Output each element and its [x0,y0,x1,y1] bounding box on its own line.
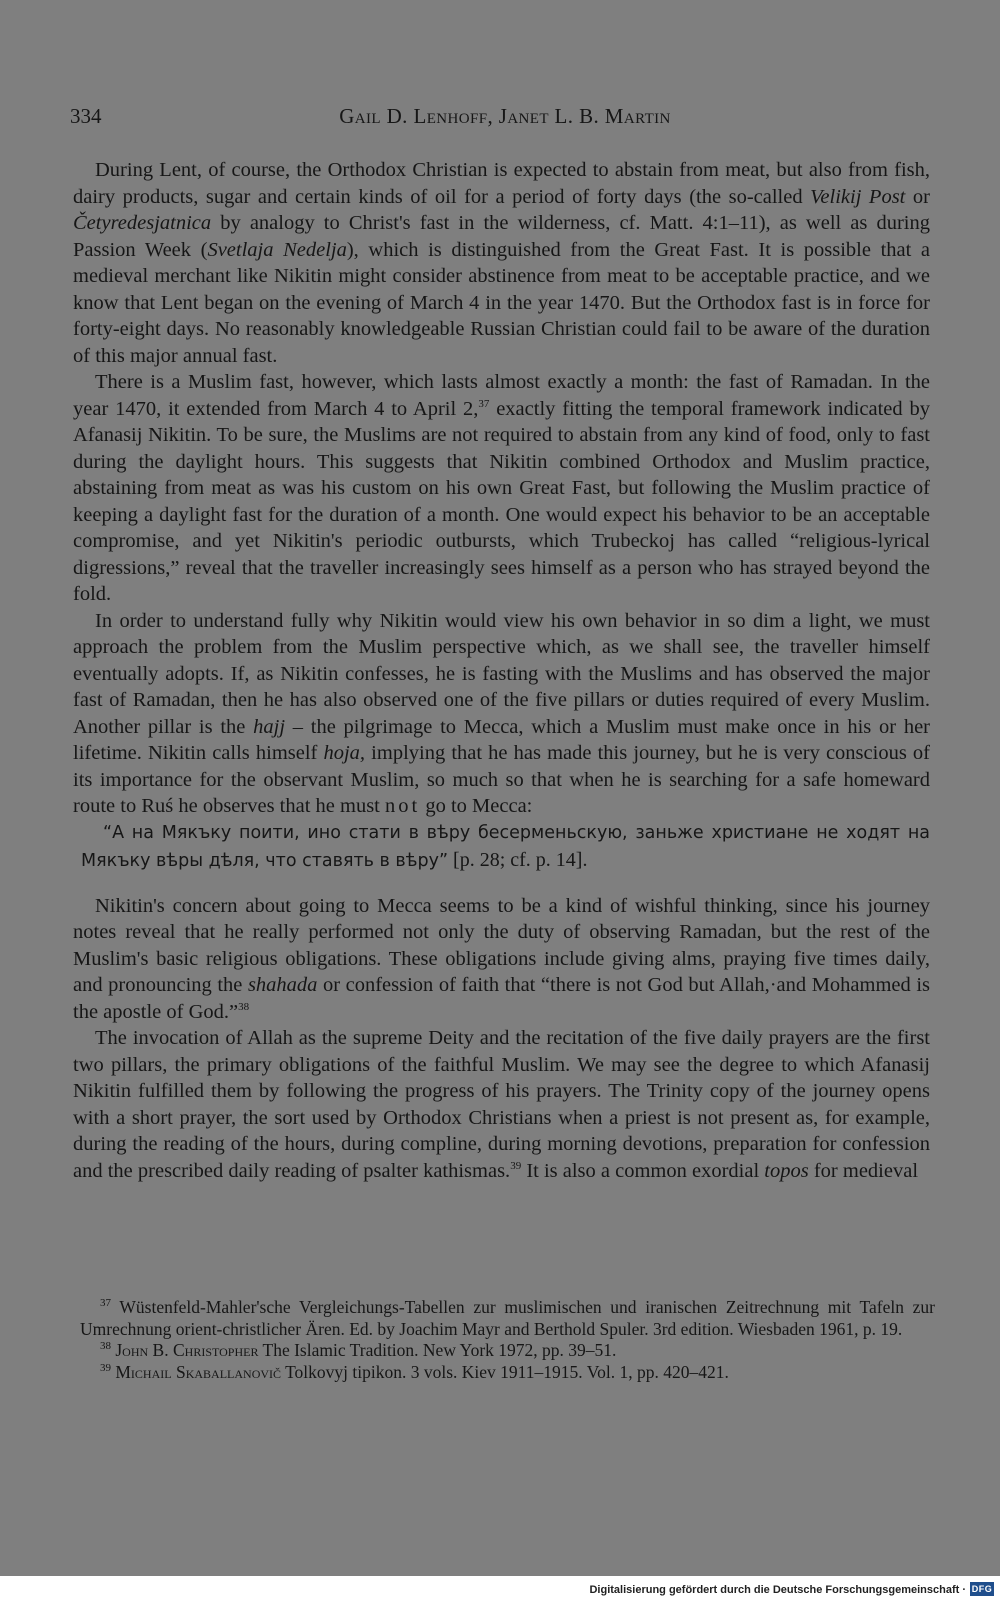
footnote-mark: 38 [100,1340,111,1353]
paragraph: The invocation of Allah as the supreme Deity and the recitation of the five daily prayers are the first two pillars, the primary obligations of the faithful Muslim. We may see the degree to which Afanasij Nikitin fulfilled them by following the progress of his prayers. The Trinity copy of the journey opens with a short prayer, the sort used by Orthodox Christians when a priest is not present as, for example, during the reading of the hours, during compline, during morning devotions, preparation for confession and the prescribed daily reading of psalter kathismas.$^{39}$ It is also a common exordial topos for medieval [73,1027,930,1182]
footnotes [80,1297,935,1383]
italic-term: hajj [253,715,286,738]
paragraph: In order to understand fully why Nikitin would view his own behavior in so dim a light, we must approach the problem from the Muslim perspective which, as we shall see, the traveller himself eventually adopts. If, as Nikitin confesses, he is fasting with the Muslims and has observed the major fast of Ramadan, then he has also observed one of the five pillars or duties required of every Muslim. Another pillar is the hajj – the pilgrimage to Mecca, which a Muslim must make once in his or her lifetime. Nikitin calls himself hoja, implying that he has made this journey, but he is very conscious of its importance for the observant Muslim, so much so that when he is searching for a safe homeward route to Ruś he observes that he must not go to Mecca: [73,609,930,817]
italic-term: topos [764,1159,809,1182]
footnote-ref: 39 [510,1159,522,1172]
footnote-author: Michail Skaballanovič [111,1361,282,1382]
body-text [73,157,930,1184]
footnote: $^{38}$ John B. Christopher The Islamic Tradition. New York 1972, pp. 39–51. [100,1340,617,1360]
italic-term: hoja, [323,742,366,764]
footnote-author: John B. Christopher [111,1340,259,1360]
italic-term: Velikij Post [810,185,906,208]
cyrillic-quote: “А на Мякъку поити, ино стати в вѣру бесерменьскую, заньже христиане не ходят на Мякъку вѣры дѣля, что ставять в вѣру” [p. 28; cf. p. 14]. [81,822,930,871]
paragraph: Nikitin's concern about going to Mecca seems to be a kind of wishful thinking, since his journey notes reveal that he really performed not only the duty of observing Ramadan, but the rest of the Muslim's basic religious obligations. These obligations include giving alms, praying five times daily, and pronouncing the shahada or confession of faith that “there is not God but Allah,·and Mohammed is the apostle of God.”$^{38}$ [73,894,931,1023]
spacer [73,875,930,893]
italic-term: Četyredesjatnica [73,212,212,234]
running-head: Gail D. Lenhoff, Janet L. B. Martin [339,104,671,128]
dfg-logo: DFG [971,1584,993,1594]
italic-term: shahada [247,974,318,996]
footnote-ref: 37 [478,397,490,410]
page-number: 334 [70,104,102,128]
footnote: $^{39}$ Michail Skaballanovič Tolkovyj tipikon. 3 vols. Kiev 1911–1915. Vol. 1, pp. 420–421. [100,1361,729,1382]
footnote: $^{37}$ Wüstenfeld-Mahler'sche Vergleichungs-Tabellen zur muslimischen und iranischen Zeitrechnung mit Tafeln zur Umrechnung orient-christlicher Ären. Ed. by Joachim Mayr and Berthold Spuler. 3rd edition. Wiesbaden 1961, p. 19. [80,1297,935,1339]
paragraph: During Lent, of course, the Orthodox Christian is expected to abstain from meat, but also from fish, dairy products, sugar and certain kinds of oil for a period of forty days (the so-called Velikij Post or Četyredesjatnica by analogy to Christ's fast in the wilderness, cf. Matt. 4:1–11), as well as during Passion Week (Svetlaja Nedelja), which is distinguished from the Great Fast. It is possible that a medieval merchant like Nikitin might consider abstinence from meat to be acceptable practice, and we know that Lent began on the evening of March 4 in the year 1470. But the Orthodox fast is in force for forty-eight days. No reasonably knowledgeable Russian Christian could fail to be aware of the duration of this major annual fast. [73,159,931,367]
page-header [70,101,940,131]
footnote-mark: 37 [100,1297,111,1310]
funding-credit: Digitalisierung gefördert durch die Deutsche Forschungsgemeinschaft · [589,1584,966,1596]
digitization-footer [0,1576,1000,1604]
quote-reference: [p. 28; cf. p. 14]. [448,848,588,871]
emphasis: not [385,795,421,817]
footnote-mark: 39 [100,1361,111,1374]
paragraph: There is a Muslim fast, however, which lasts almost exactly a month: the fast of Ramadan. In the year 1470, it extended from March 4 to April 2,37 exactly fitting the temporal framework indicated by Afanasij Nikitin. To be sure, the Muslims are not required to abstain from any kind of food, only to fast during the daylight hours. This suggests that Nikitin combined Orthodox and Muslim practice, abstaining from meat as was his custom on his own Great Fast, but following the Muslim practice of keeping a daylight fast for the duration of a month. One would expect his behavior to be an acceptable compromise, and yet Nikitin's periodic outbursts, which Trubeckoj has called “religious-lyrical digressions,” reveal that the traveller increasingly sees himself as a person who has strayed beyond the fold. [73,371,930,605]
italic-term: Svetlaja Nedelja [207,238,347,261]
footnote-ref: 38 [238,1000,250,1013]
